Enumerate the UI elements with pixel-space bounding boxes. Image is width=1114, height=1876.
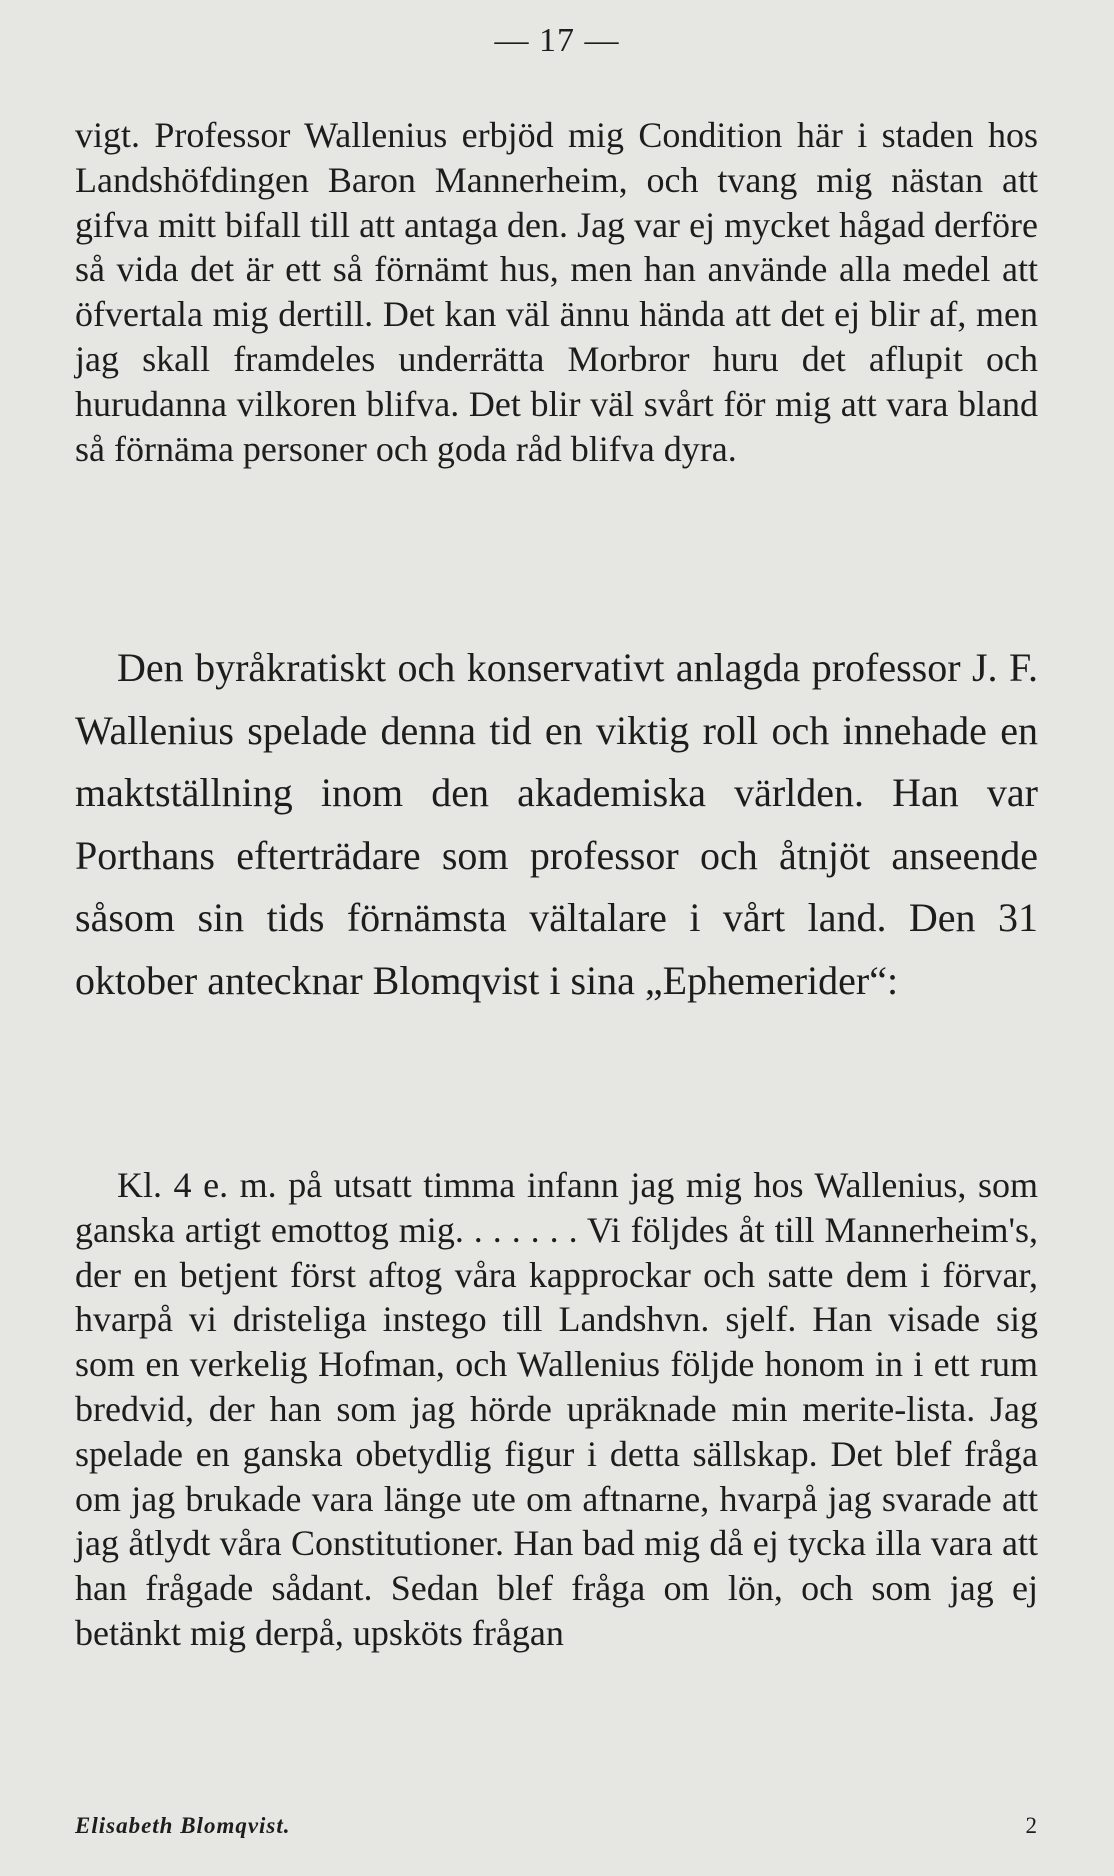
page-number: — 17 —: [494, 22, 620, 59]
letter-excerpt: vigt. Professor Wallenius erbjöd mig Condition här i staden hos Landshöfdingen Baron Mannerheim, och tvang mig nästan att gifva mitt bifall till att antaga den. Jag var ej mycket hågad derföre så vida det är ett så förnämt hus, men han använde alla medel att öfvertala mig dertill. Det kan väl ännu hända att det ej blir af, men jag skall framdeles underrätta Morbror huru det aflupit och hurudanna vilkoren blifva. Det blir väl svårt för mig att vara bland så förnäma personer och goda råd blifva dyra.: [75, 115, 1038, 469]
diary-excerpt: Kl. 4 e. m. på utsatt timma infann jag mig hos Wallenius, som ganska artigt emottog mig. . . . . . . Vi följdes åt till Mannerheim's, der en betjent först aftog våra kapprockar och satte dem i förvar, hvarpå vi dristeliga instego till Landshvn. sjelf. Han visade sig som en verkelig Hofman, och Wallenius följde honom in i ett rum bredvid, der han som jag hörde upräknade min merite-lista. Jag spelade en ganska obetydlig figur i detta sällskap. Det blef fråga om jag brukade vara länge ute om aftnarne, hvarpå jag svarade att jag åtlydt våra Constitutioner. Han bad mig då ej tycka illa vara att han frågade sådant. Sedan blef fråga om lön, och som jag ej betänkt mig derpå, upsköts frågan: [75, 1165, 1038, 1653]
narrative-paragraph: Den byråkratiskt och konservativt anlagda professor J. F. Wallenius spelade denna tid en viktig roll och innehade en maktställning inom den akademiska världen. Han var Porthans efterträdare som professor och åtnjöt anseende såsom sin tids förnämsta vältalare i vårt land. Den 31 oktober antecknar Blomqvist i sina „Ephemerider“:: [75, 645, 1038, 1003]
sheet-number: 2: [1025, 1813, 1038, 1838]
footer-signature: Elisabeth Blomqvist.: [75, 1813, 291, 1838]
